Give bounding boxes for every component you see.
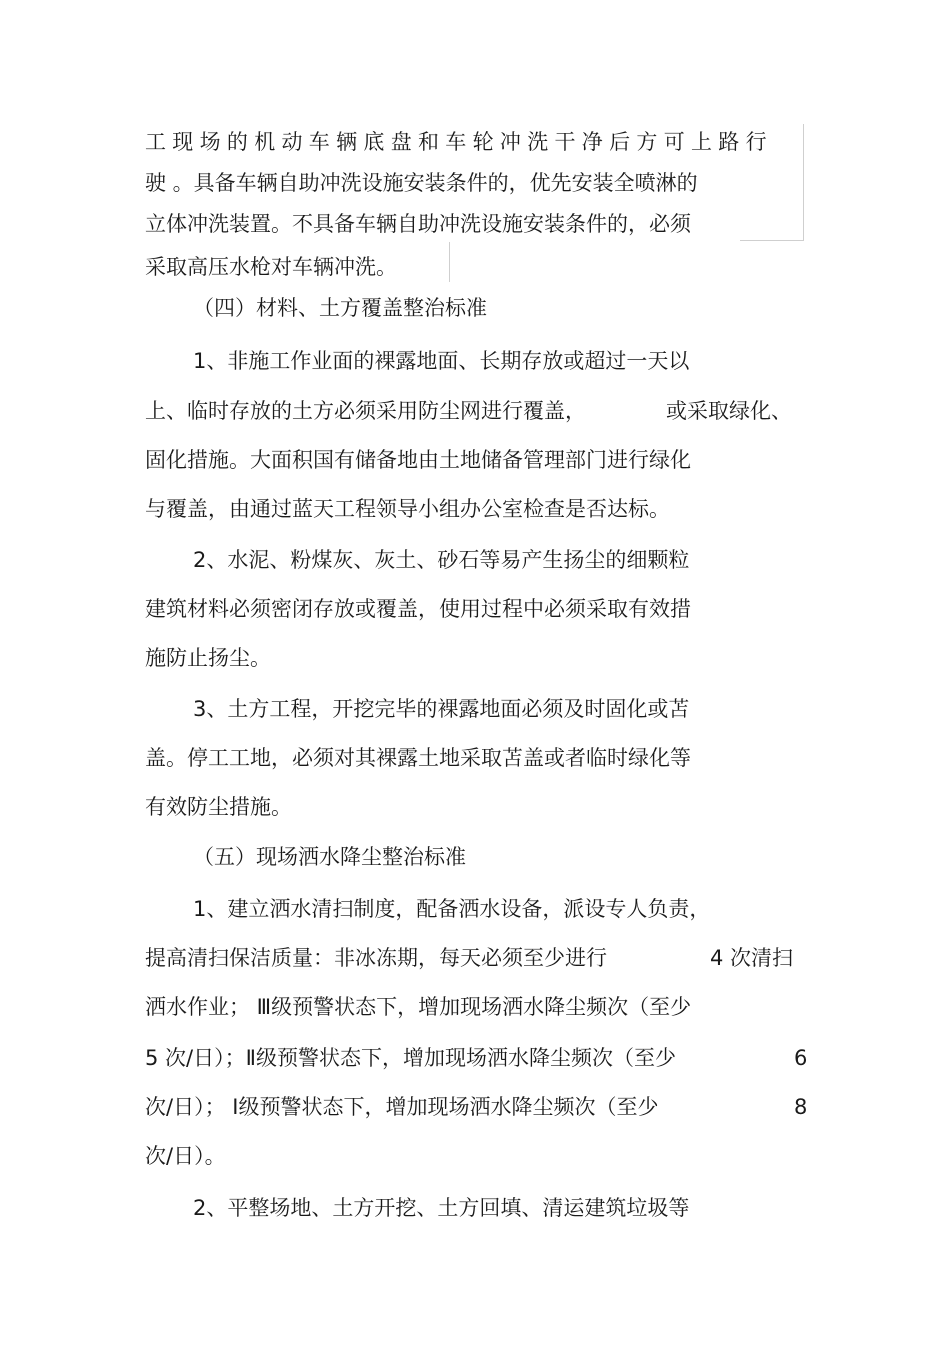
paragraph-line: 5 次/日）；Ⅱ级预警状态下，增加现场洒水降尘频次（至少	[145, 1046, 676, 1070]
paragraph-line: 施防止扬尘。	[145, 646, 271, 670]
paragraph-line: 盖。停工工地，必须对其裸露土地采取苫盖或者临时绿化等	[145, 746, 691, 770]
paragraph-line: 立体冲洗装置。不具备车辆自助冲洗设施安装条件的，必须	[145, 212, 691, 236]
paragraph-line: 提高清扫保洁质量：非冰冻期，每天必须至少进行	[145, 946, 607, 970]
paragraph-line: 次/日）； Ⅰ级预警状态下，增加现场洒水降尘频次（至少	[145, 1095, 659, 1119]
paragraph-line: 驶 。具备车辆自助冲洗设施安装条件的，优先安装全喷淋的	[145, 171, 698, 195]
paragraph-line: 工现场的机动车辆底盘和车轮冲洗干净后方可上路行	[145, 130, 773, 154]
paragraph-line: 2、水泥、粉煤灰、灰土、砂石等易产生扬尘的细颗粒	[193, 548, 690, 572]
paragraph-line: 2、平整场地、土方开挖、土方回填、清运建筑垃圾等	[193, 1196, 690, 1220]
paragraph-line: 建筑材料必须密闭存放或覆盖，使用过程中必须采取有效措	[145, 597, 691, 621]
section-heading: （五）现场洒水降尘整治标准	[193, 845, 466, 869]
paragraph-line: 次/日）。	[145, 1144, 226, 1168]
paragraph-line: 8	[794, 1095, 808, 1119]
paragraph-line: 1、非施工作业面的裸露地面、长期存放或超过一天以	[193, 349, 690, 373]
paragraph-line: 采取高压水枪对车辆冲洗。	[145, 255, 397, 279]
scan-frame-line	[740, 240, 804, 241]
paragraph-line: 与覆盖，由通过蓝天工程领导小组办公室检查是否达标。	[145, 497, 670, 521]
scan-frame-line	[803, 124, 804, 240]
paragraph-line: 或采取绿化、	[666, 399, 792, 423]
paragraph-line: 4 次清扫	[710, 946, 794, 970]
paragraph-line: 固化措施。大面积国有储备地由土地储备管理部门进行绿化	[145, 448, 691, 472]
paragraph-line: 1、建立洒水清扫制度，配备洒水设备，派设专人负责，	[193, 897, 711, 921]
section-heading: （四）材料、土方覆盖整治标准	[193, 296, 487, 320]
paragraph-line: 洒水作业； Ⅲ级预警状态下，增加现场洒水降尘频次（至少	[145, 995, 692, 1019]
paragraph-line: 6	[794, 1046, 808, 1070]
paragraph-line: 3、土方工程，开挖完毕的裸露地面必须及时固化或苫	[193, 697, 690, 721]
scan-frame-line	[449, 242, 450, 282]
paragraph-line: 上、临时存放的土方必须采用防尘网进行覆盖，	[145, 399, 586, 423]
paragraph-line: 有效防尘措施。	[145, 795, 292, 819]
